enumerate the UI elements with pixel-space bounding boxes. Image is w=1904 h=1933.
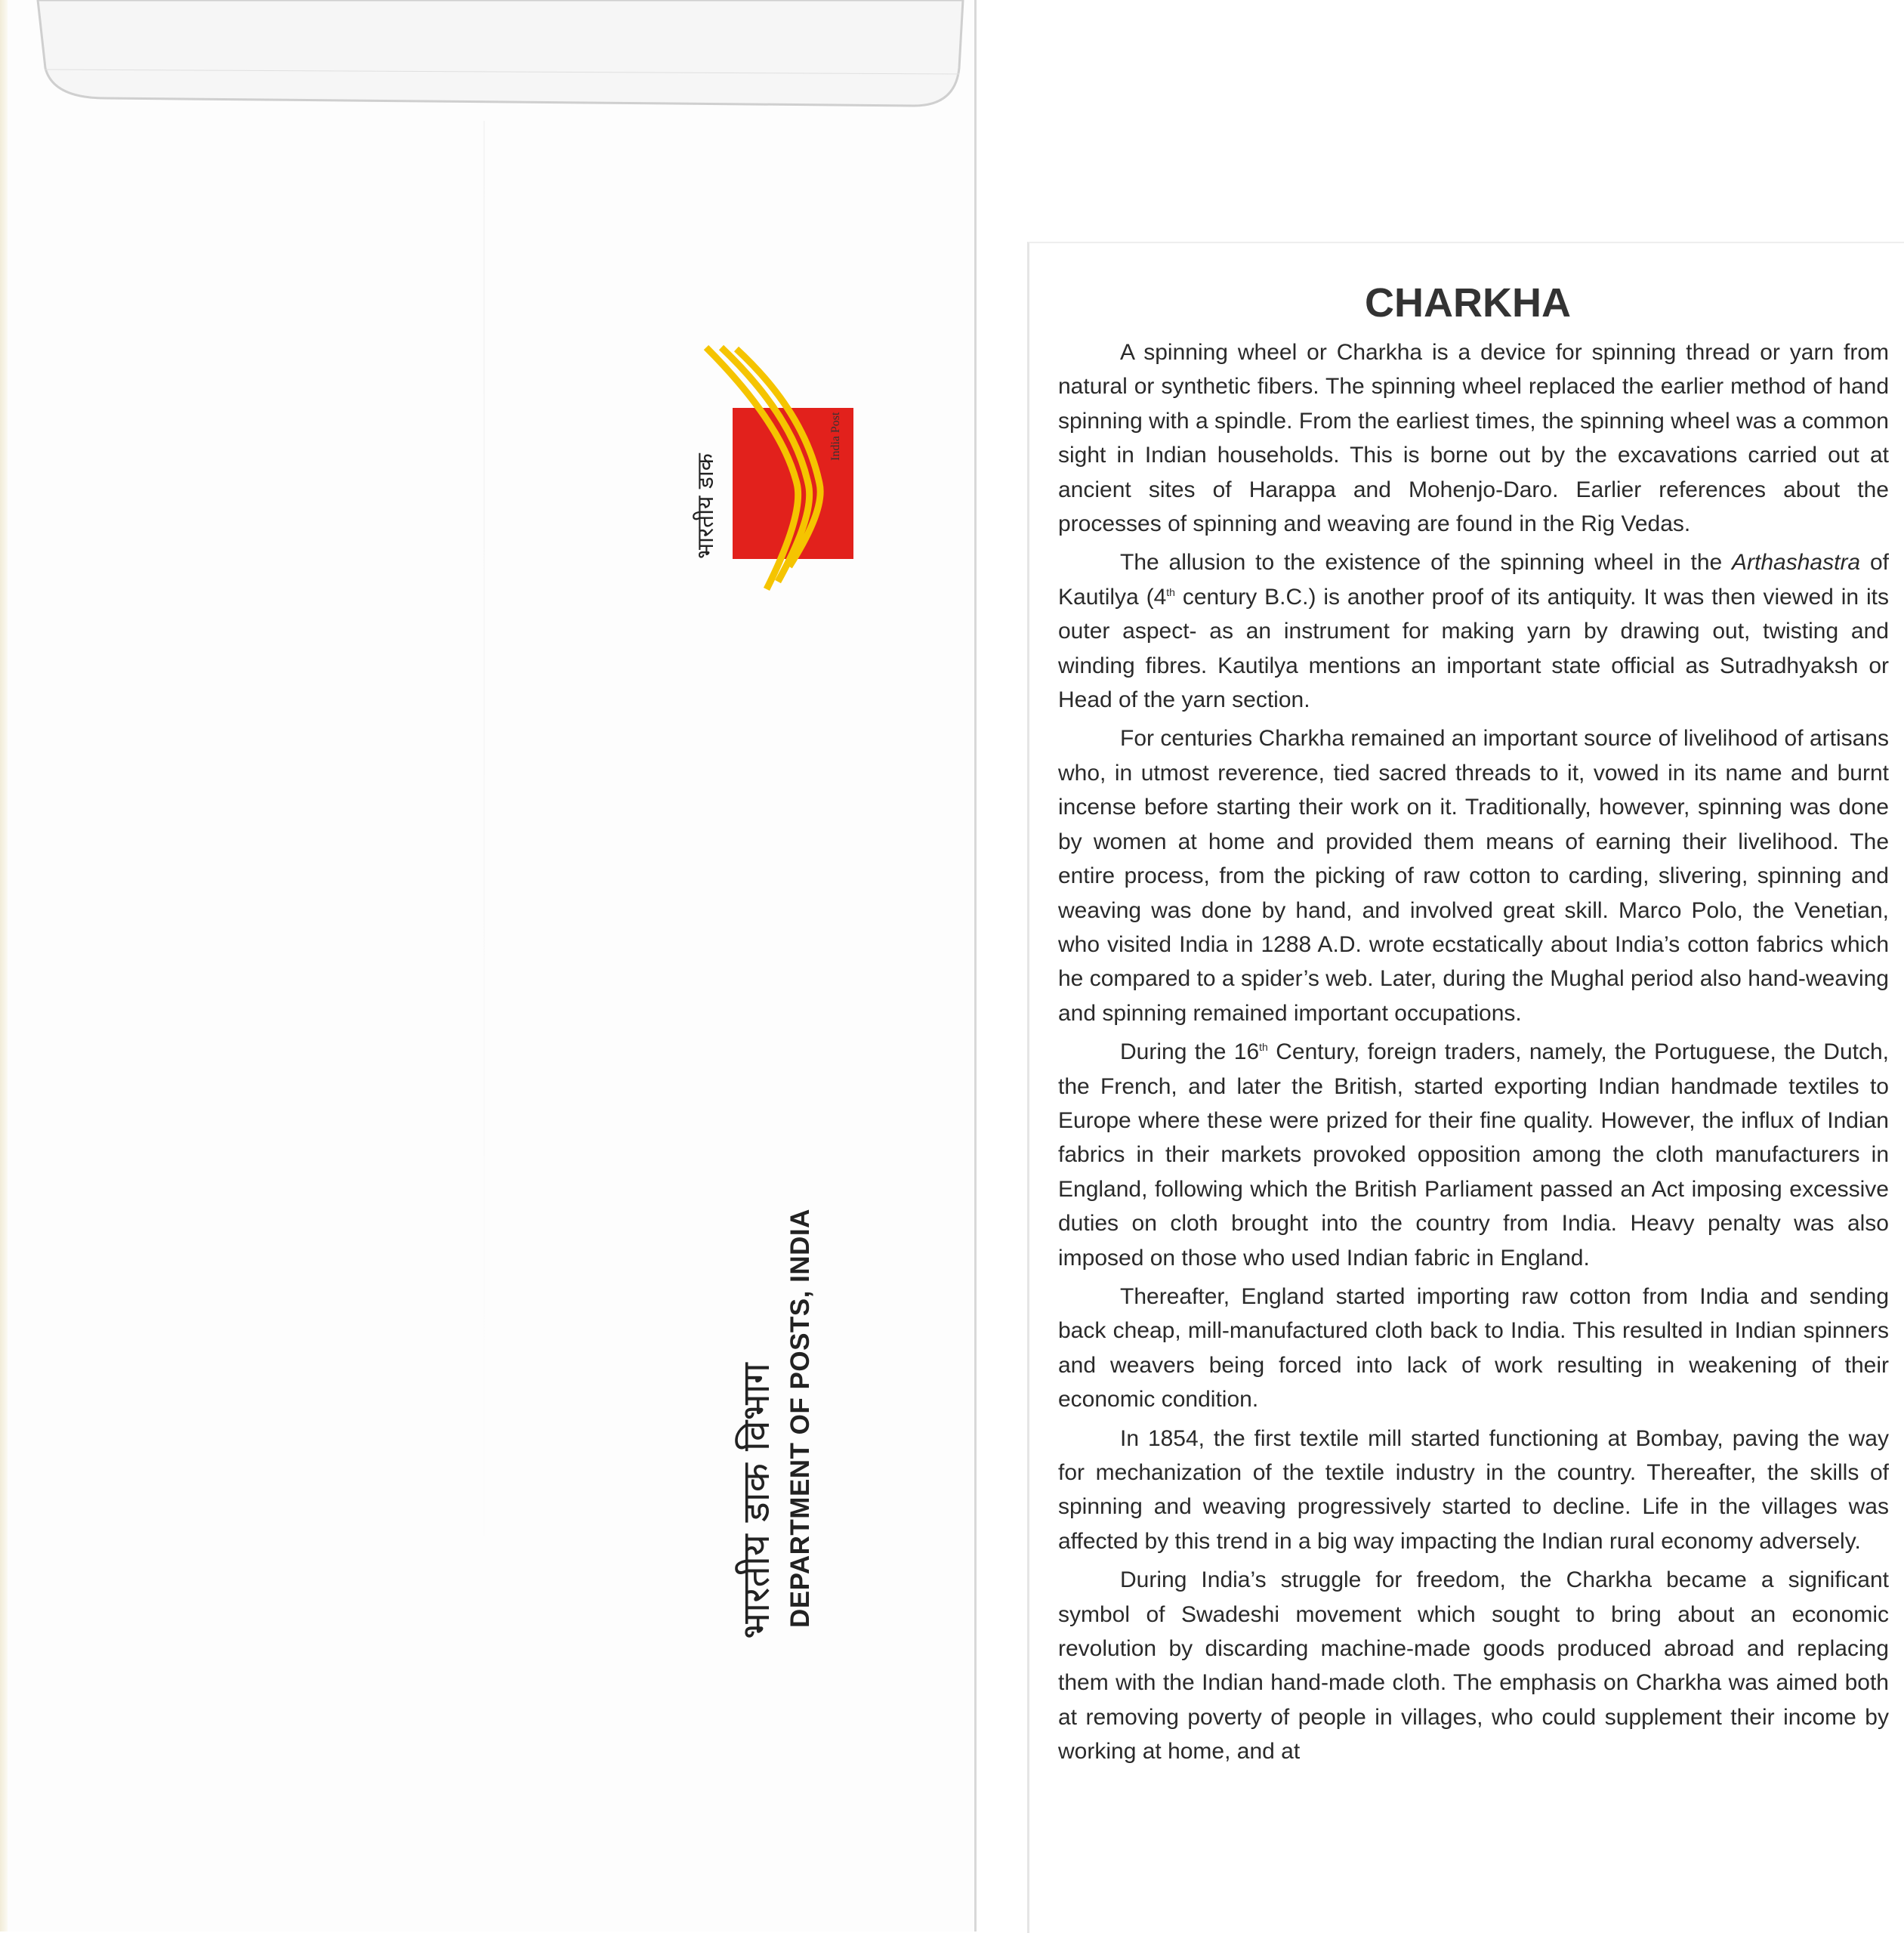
envelope-edge xyxy=(0,0,8,1931)
department-name-hindi: भारतीय डाक विभाग xyxy=(734,1363,778,1639)
department-name-english: DEPARTMENT OF POSTS, INDIA xyxy=(785,1209,815,1628)
paragraph-2-mid: of Kautilya (4 xyxy=(1058,550,1889,610)
paragraph-2-italic: Arthashastra xyxy=(1732,550,1861,576)
paragraph-2 xyxy=(1058,545,1889,717)
paragraph-2-lead: The allusion to the existence of the spinning wheel in the xyxy=(1120,550,1733,576)
paragraph-4 xyxy=(1058,1035,1889,1275)
envelope-fold xyxy=(483,121,485,1632)
logo-hindi-text: भारतीय डाक xyxy=(693,453,719,559)
logo-english-text: India Post xyxy=(829,412,842,461)
paragraph-4-superscript: th xyxy=(1259,1041,1268,1054)
paragraph-2-rest: century B.C.) is another proof of its antiquity. It was then viewed in its outer aspect- as an instrument for making yarn by drawing out, twisting and winding fibres. Kautilya mentions an important state official as Sutradhyaksh or Head of the yarn section. xyxy=(1058,584,1889,713)
paragraph-4-lead: During the 16 xyxy=(1120,1039,1260,1065)
paragraph-2-superscript: th xyxy=(1166,585,1175,598)
document-body xyxy=(1058,335,1889,1774)
paragraph-3: For centuries Charkha remained an important source of livelihood of artisans who, in utmost reverence, tied sacred threads to it, vowed in its name and burnt incense before starting their work on it. Traditionally, however, spinning was done by women at home and provided them means of earning their livelihood. The entire process, from the picking of raw cotton to carding, slivering, spinning and weaving was done by hand, and involved great skill. Marco Polo, the Venetian, who visited India in 1288 A.D. wrote ecstatically about India’s cotton fabrics which he compared to a spider’s web. Later, during the Mughal period also hand-weaving and spinning remained important occupations. xyxy=(1058,726,1889,1026)
document-title: CHARKHA xyxy=(1365,280,1571,326)
information-sheet xyxy=(1027,242,1904,1933)
paragraph-5: Thereafter, England started importing raw cotton from India and sending back cheap, mill-manufactured cloth back to India. This resulted in Indian spinners and weavers being forced into lack of work resulting in weakening of their economic condition. xyxy=(1058,1283,1889,1413)
paragraph-6: In 1854, the first textile mill started functioning at Bombay, paving the way for mechanization of the textile industry in the country. Thereafter, the skills of spinning and weaving progressively started to decline. Life in the villages was affected by this trend in a big way impacting the Indian rural economy adversely. xyxy=(1058,1425,1889,1554)
envelope-flap xyxy=(15,0,967,121)
paragraph-1: A spinning wheel or Charkha is a device for spinning thread or yarn from natural or synthetic fibers. The spinning wheel replaced the earlier method of hand spinning with a spindle. From the earliest times, the spinning wheel was a common sight in Indian households. This is borne out by the excavations carried out at ancient sites of Harappa and Mohenjo-Daro. Earlier references about the processes of spinning and weaving are found in the Rig Vedas. xyxy=(1058,340,1889,537)
paragraph-4-rest: Century, foreign traders, namely, the Portuguese, the Dutch, the French, and later the British, started exporting Indian handmade textiles to Europe where these were prized for their fine quality. However, the influx of Indian fabrics in their markets provoked opposition among the cloth manufacturers in England, following which the British Parliament passed an Act imposing excessive duties on cloth brought into the country from India. Heavy penalty was also imposed on those who used Indian fabric in England. xyxy=(1058,1039,1889,1271)
paragraph-7: During India’s struggle for freedom, the Charkha became a significant symbol of Swadeshi movement which sought to bring about an economic revolution by discarding machine-made goods produced abroad and replacing them with the Indian hand-made cloth. The emphasis on Charkha was aimed both at removing poverty of people in villages, who could supplement their income by working at home, and at xyxy=(1058,1567,1889,1765)
